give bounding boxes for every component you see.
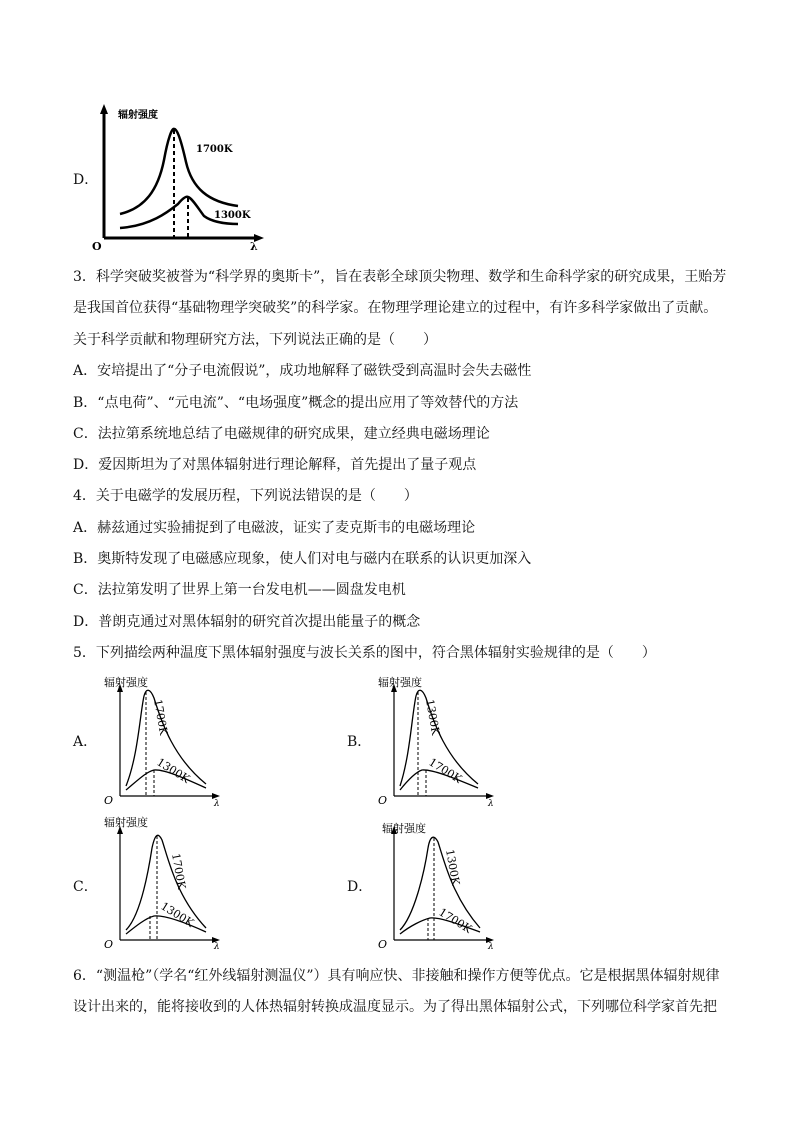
- q5-option-a-label: A．: [73, 734, 98, 750]
- x-axis-label: λ: [488, 799, 494, 808]
- origin-label: O: [92, 240, 102, 252]
- x-axis-label: λ: [214, 942, 220, 950]
- tall-curve-label: 1300K: [443, 848, 463, 887]
- y-axis-label: 辐射强度: [118, 110, 158, 121]
- q3-stem-line-2: 是我国首位获得“基础物理学突破奖”的科学家。在物理学理论建立的过程中，有许多科学家做出了贡献。: [73, 300, 718, 316]
- tall-curve: [126, 835, 206, 930]
- q5-option-b-label: B．: [347, 734, 372, 750]
- q4-option-a: A．赫兹通过实验捕捉到了电磁波，证实了麦克斯韦的电磁场理论: [73, 520, 476, 536]
- q5-graph-c: [100, 814, 230, 950]
- q4-option-c: C．法拉第发明了世界上第一台发电机——圆盘发电机: [73, 582, 406, 598]
- origin-label: O: [104, 938, 114, 950]
- short-curve-label: 1700K: [426, 755, 465, 786]
- y-axis-label: 辐射强度: [104, 676, 148, 689]
- curve-label-1300k: 1300K: [214, 210, 251, 221]
- q4-option-d: D．普朗克通过对黑体辐射的研究首次提出能量子的概念: [73, 614, 421, 630]
- tall-curve-label: 1300K: [423, 698, 443, 737]
- y-axis-label: 辐射强度: [378, 676, 422, 689]
- tall-curve-label: 1700K: [169, 852, 189, 891]
- y-axis-label: 辐射强度: [104, 816, 148, 829]
- origin-label: O: [104, 794, 114, 807]
- q5-stem: 5．下列描绘两种温度下黑体辐射强度与波长关系的图中，符合黑体辐射实验规律的是（ ）: [73, 645, 656, 661]
- origin-label: O: [378, 938, 388, 950]
- q2-option-d-label: D．: [73, 172, 99, 188]
- q3-option-d: D．爱因斯坦为了对黑体辐射进行理论解释，首先提出了量子观点: [73, 457, 477, 473]
- short-curve-label: 1300K: [154, 755, 193, 786]
- q3-stem-line-3: 关于科学贡献和物理研究方法，下列说法正确的是（ ）: [73, 332, 437, 348]
- origin-label: O: [378, 794, 388, 807]
- x-axis-label: λ: [488, 942, 494, 950]
- q5-graph-b: [374, 674, 504, 808]
- q4-option-b: B．奥斯特发现了电磁感应现象，使人们对电与磁内在联系的认识更加深入: [73, 551, 532, 567]
- tall-curve-label: 1700K: [151, 698, 171, 737]
- q3-option-b: B．“点电荷”、“元电流”、“电场强度”概念的提出应用了等效替代的方法: [73, 395, 519, 411]
- q2-option-d-graph: [90, 100, 270, 252]
- short-curve-label: 1300K: [158, 899, 197, 930]
- q5-graph-a: [100, 674, 230, 808]
- q5-option-d-label: D．: [347, 879, 373, 895]
- q4-stem: 4．关于电磁学的发展历程，下列说法错误的是（ ）: [73, 488, 418, 504]
- short-curve-label: 1700K: [436, 905, 475, 936]
- q6-stem-line-1: 6．“测温枪”（学名“红外线辐射测温仪”）具有响应快、非接触和操作方便等优点。它是根据黑体辐射规律: [73, 968, 720, 984]
- x-axis-label: λ: [214, 799, 220, 808]
- curve-label-1700k: 1700K: [196, 144, 233, 155]
- q5-option-c-label: C．: [73, 879, 98, 895]
- x-axis-label: λ: [250, 240, 258, 252]
- q3-option-a: A．安培提出了“分子电流假说”，成功地解释了磁铁受到高温时会失去磁性: [73, 363, 532, 379]
- q3-option-c: C．法拉第系统地总结了电磁规律的研究成果，建立经典电磁场理论: [73, 426, 490, 442]
- y-axis-arrow: [100, 104, 108, 114]
- y-axis-label: 辐射强度: [382, 822, 426, 835]
- q5-graph-d: [374, 814, 504, 950]
- q6-stem-line-2: 设计出来的，能将接收到的人体热辐射转换成温度显示。为了得出黑体辐射公式，下列哪位科学家首先把: [73, 999, 717, 1015]
- q3-stem-line-1: 3．科学突破奖被誉为“科学界的奥斯卡”，旨在表彰全球顶尖物理、数学和生命科学家的研究成果，王贻芳: [73, 269, 727, 285]
